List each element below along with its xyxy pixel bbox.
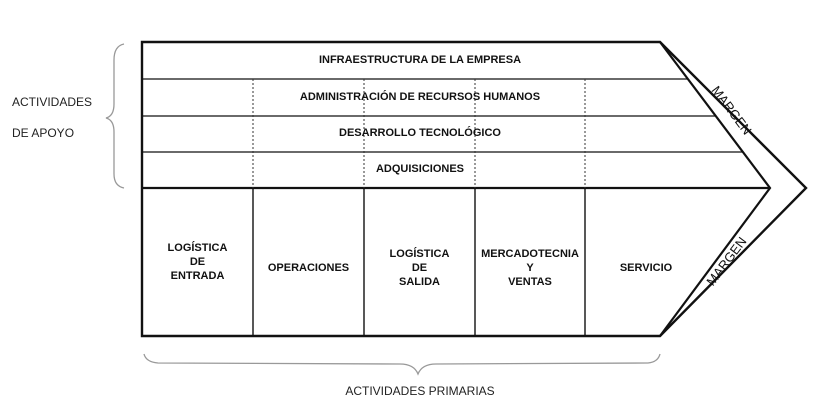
primary-col-logistica-entrada [142, 241, 253, 283]
primary-col-logistica-salida [364, 247, 475, 289]
primary-col-line: DE [411, 262, 428, 274]
primary-col-operaciones [253, 261, 364, 275]
primary-col-mercadotecnia-ventas [475, 247, 585, 289]
primary-col-line: DE [189, 256, 206, 268]
primary-col-line: MERCADOTECNIA [481, 248, 579, 260]
primary-col-line: SERVICIO [619, 262, 673, 274]
support-row-infraestructura: INFRAESTRUCTURA DE LA EMPRESA [318, 54, 522, 66]
primary-col-line: ENTRADA [170, 270, 225, 282]
support-activities-label-line1: ACTIVIDADES [12, 95, 93, 109]
primary-col-line: OPERACIONES [267, 262, 350, 274]
primary-col-line: LOGÍSTICA [389, 248, 450, 260]
primary-col-servicio [585, 261, 707, 275]
support-activities-label-line2: DE APOYO [12, 126, 75, 140]
margin-label-lower: MARGEN [703, 233, 750, 289]
primary-col-line: SALIDA [399, 276, 440, 288]
support-row-desarrollo-tecnologico: DESARROLLO TECNOLÓGICO [339, 127, 501, 139]
primary-brace [144, 354, 660, 374]
support-brace [106, 44, 124, 188]
margin-label-upper: MARGEN [708, 82, 755, 138]
primary-col-line: VENTAS [508, 276, 552, 288]
primary-activities-label: ACTIVIDADES PRIMARIAS [345, 384, 495, 398]
support-row-recursos-humanos: ADMINISTRACIÓN DE RECURSOS HUMANOS [299, 91, 541, 103]
primary-col-line: Y [526, 262, 534, 274]
primary-col-line: LOGÍSTICA [167, 242, 228, 254]
support-row-adquisiciones: ADQUISICIONES [375, 163, 464, 175]
